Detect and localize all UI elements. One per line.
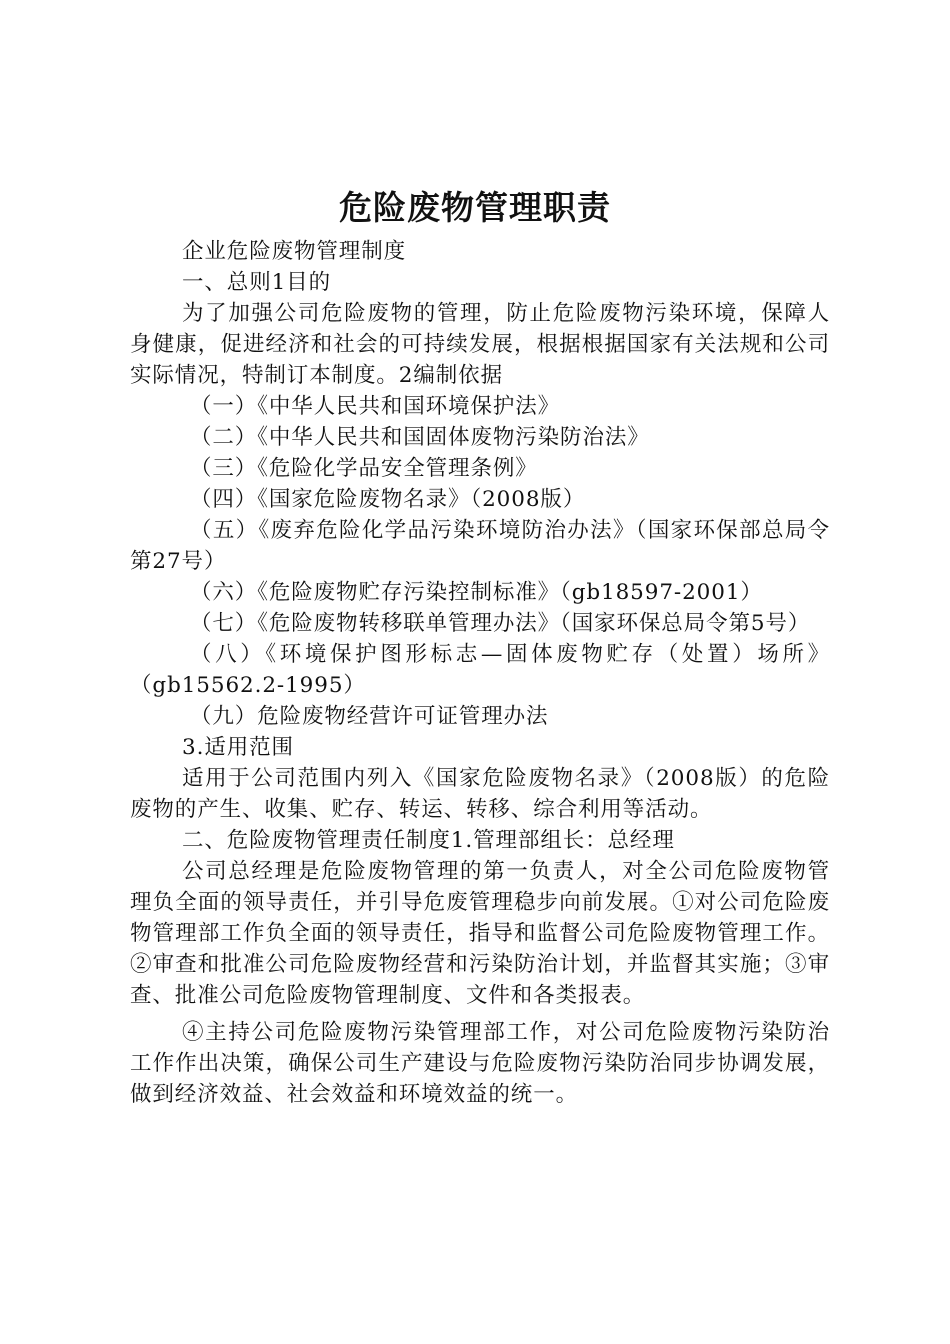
reference-item: （一）《中华人民共和国环境保护法》 (190, 394, 561, 419)
reference-item: （七）《危险废物转移联单管理办法》（国家环保总局令第5号） (190, 611, 811, 636)
reference-item: （八）《环境保护图形标志—固体废物贮存（处置）场所》（gb15562.2-1995） (130, 642, 830, 698)
section-heading-scope: 3.适用范围 (182, 735, 294, 760)
reference-item: （二）《中华人民共和国固体废物污染防治法》 (190, 425, 650, 450)
reference-item: （六）《危险废物贮存污染控制标准》（gb18597-2001） (190, 580, 763, 605)
reference-item: （四）《国家危险废物名录》（2008版） (190, 487, 586, 512)
document-title: 危险废物管理职责 (339, 188, 611, 227)
section-heading-responsibility: 二、危险废物管理责任制度1.管理部组长：总经理 (182, 828, 675, 853)
section-heading-general: 一、总则1目的 (182, 270, 331, 295)
paragraph-duties: ④主持公司危险废物污染管理部工作，对公司危险废物污染防治工作作出决策，确保公司生产建设与危险废物污染防治同步协调发展，做到经济效益、社会效益和环境效益的统一。 (130, 1020, 830, 1107)
paragraph-purpose: 为了加强公司危险废物的管理，防止危险废物污染环境，保障人身健康，促进经济和社会的可持续发展，根据根据国家有关法规和公司实际情况，特制订本制度。2编制依据 (130, 301, 830, 388)
reference-item: （九）危险废物经营许可证管理办法 (190, 704, 549, 729)
paragraph-responsibility: 公司总经理是危险废物管理的第一负责人，对全公司危险废物管理负全面的领导责任，并引导危废管理稳步向前发展。①对公司危险废物管理部工作负全面的领导责任，指导和监督公司危险废物管理工作。②审查和批准公司危险废物经营和污染防治计划，并监督其实施；③审查、批准公司危险废物管理制度、文件和各类报表。 (130, 859, 830, 1008)
reference-item: （三）《危险化学品安全管理条例》 (190, 456, 538, 481)
reference-item: （五）《废弃危险化学品污染环境防治办法》（国家环保部总局令第27号） (130, 518, 830, 574)
paragraph-heading: 企业危险废物管理制度 (182, 239, 407, 264)
document-body (130, 236, 830, 1110)
paragraph-scope: 适用于公司范围内列入《国家危险废物名录》（2008版）的危险废物的产生、收集、贮存、转运、转移、综合利用等活动。 (130, 766, 830, 822)
